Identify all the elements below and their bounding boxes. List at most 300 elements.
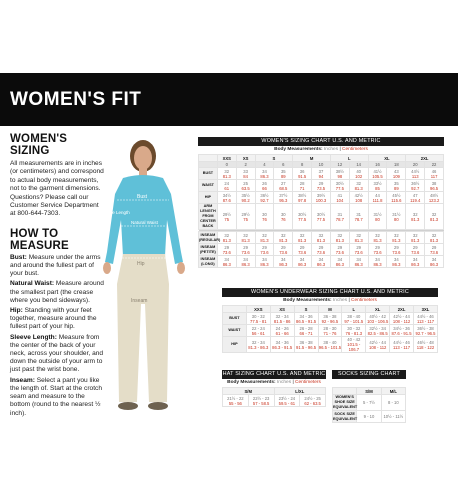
main-table-title: WOMEN'S SIZING CHART U.S. AND METRIC	[198, 137, 444, 146]
cell-cm: 86.3	[335, 261, 344, 267]
cell-inches: 29	[224, 244, 230, 250]
table-cell	[236, 232, 255, 244]
table-cell	[293, 204, 312, 230]
cell-cm: 75	[224, 216, 230, 222]
cell-inches: 29	[280, 244, 286, 250]
table-cell	[246, 325, 270, 337]
table-cell	[425, 204, 444, 230]
table-cell	[414, 337, 438, 353]
table-cell	[270, 313, 294, 325]
howto-item-text: Standing with your feet together, measure around the fullest part of your hip.	[10, 307, 97, 331]
underwear-table-title: WOMEN'S UNDERWEAR SIZING CHART U.S. AND METRIC	[222, 288, 438, 297]
cell-cm: 87.6	[222, 197, 231, 203]
table-row	[333, 395, 406, 411]
cell-cm: 73.5	[316, 185, 326, 191]
cell-cm: 73.6	[260, 249, 269, 255]
table-cell	[414, 325, 438, 337]
cell-inches: 34	[375, 256, 380, 262]
howto-item	[10, 377, 105, 418]
right-hand	[177, 262, 185, 274]
number-header: 14	[349, 162, 368, 168]
cell-cm: 95.3	[279, 197, 288, 203]
size-header: S	[294, 306, 318, 313]
table-cell	[366, 325, 390, 337]
table-cell	[387, 168, 406, 180]
cell-inches: 31	[337, 211, 343, 217]
cell-inches: 29	[318, 244, 324, 250]
cell-inches: 36 - 38	[299, 339, 313, 345]
table-row	[223, 313, 438, 325]
cell-inches: 30½	[298, 211, 307, 217]
sizing-intro: All measurements are in inches (or centimeters) and correspond to actual body measurements, not to the garment dimensions. Questions? Please call our Customer Service Department at 800-644-7303.	[10, 160, 104, 218]
table-cell	[425, 256, 444, 268]
howto-item	[10, 254, 105, 279]
units-label: Body Measurements:	[274, 147, 323, 152]
cell-cm: 100.3	[315, 197, 327, 203]
howto-item-label: Bust:	[10, 253, 27, 261]
cell-cm: 119.4	[410, 197, 421, 203]
size-header-row	[223, 388, 326, 395]
size-header: 3XL	[414, 306, 438, 313]
hat-table-title: HAT SIZING CHART U.S. AND METRIC	[222, 371, 326, 377]
table-row	[223, 395, 326, 407]
cell-inches: 29	[431, 244, 437, 250]
table-cell	[414, 313, 438, 325]
cell-inches: 38 - 40	[347, 313, 361, 319]
units-cm: Centimeters	[351, 298, 377, 303]
table-cell	[274, 192, 293, 204]
cell-cm: 91.5	[298, 173, 307, 179]
bust-label: Bust	[137, 194, 148, 200]
table-cell	[217, 168, 236, 180]
cell-cm: 81.3	[411, 216, 420, 222]
number-header: 20	[406, 162, 425, 168]
cell-inches: 24	[224, 180, 230, 186]
table-cell	[294, 313, 318, 325]
cell-cm: 68.5	[279, 185, 288, 191]
table-cell	[223, 395, 249, 407]
howto-item	[10, 280, 105, 305]
number-header: 12	[330, 162, 349, 168]
cell-inches: 32	[280, 232, 286, 238]
cell-inches: 44½ - 46	[393, 339, 410, 345]
cell-cm: 73.6	[298, 249, 307, 255]
cell-cm: 86.3	[373, 261, 382, 267]
size-header: M	[293, 155, 331, 162]
socks-table-grid	[332, 387, 406, 423]
table-cell	[255, 244, 274, 256]
table-cell	[255, 256, 274, 268]
table-cell	[312, 204, 331, 230]
cell-inches: 28 - 30	[323, 325, 337, 331]
cell-cm: 81.3 - 86.3	[248, 344, 269, 350]
cell-inches: 32½ - 34	[369, 325, 386, 331]
howto-item-text: Measure from the center of the back of your neck, across your shoulder, and down the outside of your arm to just past the wrist bone.	[10, 333, 104, 374]
cell-cm: 94	[318, 173, 324, 179]
cell-cm: 77.5	[316, 216, 326, 222]
cell-cm: 92.7 - 96.5	[415, 330, 436, 336]
table-cell	[248, 395, 274, 407]
table-cell	[318, 313, 342, 325]
cell-cm: 80	[375, 216, 380, 222]
howto-item-text: Select a pant you like the length of. Start at the crotch seam and measure to the bottom (round to the nearest ½ inch).	[10, 376, 103, 417]
table-cell	[330, 192, 349, 204]
hip-label: Hip	[137, 261, 145, 267]
table-cell	[349, 232, 368, 244]
howto-item-label: Hip:	[10, 307, 23, 315]
cell-inches: 29	[318, 180, 324, 186]
cell-cm: 86.3	[354, 261, 363, 267]
cell-cm: 78.7	[335, 216, 344, 222]
underwear-units: Body Measurements: Inches | Centimeters	[283, 298, 377, 303]
cell-cm: 73.6	[354, 249, 363, 255]
cell-cm: 97.8	[298, 197, 307, 203]
size-header: M/L	[381, 388, 405, 395]
cell-inches: 35	[280, 168, 286, 174]
cell-cm: 109	[392, 173, 400, 179]
cell-inches: 36	[299, 168, 305, 174]
cell-cm: 92.7	[260, 197, 269, 203]
table-cell	[349, 192, 368, 204]
cell-inches: 38½	[298, 192, 307, 198]
cell-inches: 34	[412, 256, 418, 262]
size-header: L/XL	[274, 388, 326, 395]
table-cell	[387, 256, 406, 268]
left-hand	[103, 262, 111, 274]
table-cell	[330, 244, 349, 256]
row-label: BUST	[199, 168, 218, 180]
cell-inches: 32	[224, 168, 230, 174]
cell-cm: 92.7	[411, 185, 420, 191]
cell-cm: 73.6	[411, 249, 420, 255]
cell-cm: 91.5 - 96.5	[296, 344, 317, 350]
cell-inches: 33	[243, 168, 248, 174]
row-label: WAIST	[223, 325, 247, 337]
cell-cm: 123.2	[428, 197, 440, 203]
cell-inches: 23½ - 24	[278, 395, 296, 401]
cell-inches: 25	[243, 180, 248, 186]
cell-cm: 61	[224, 185, 230, 191]
table-cell	[312, 256, 331, 268]
cell-inches: 31½	[392, 211, 401, 217]
table-row	[199, 192, 444, 204]
table-cell	[274, 232, 293, 244]
cell-cm: 108	[355, 197, 363, 203]
cell-inches: 29	[394, 244, 399, 250]
row-label: WOMEN'S SHOE SIZE EQUIVALENT	[333, 395, 358, 409]
cell-inches: 44	[375, 192, 380, 198]
table-cell	[293, 192, 312, 204]
size-header: S/M	[357, 388, 381, 395]
cell-cm: 81.3	[316, 237, 326, 243]
size-header: S/M	[223, 388, 275, 395]
cell-inches: 21½ - 22	[227, 395, 244, 401]
neck-shape	[139, 168, 147, 176]
cell-cm: 59.5 - 61	[278, 400, 296, 406]
cell-cm: 86.3	[241, 261, 250, 267]
cell-cm: 78.7	[354, 216, 363, 222]
cell-cm: 82.5 - 86.5	[367, 330, 388, 336]
row-label: INSEAM (LONG)	[199, 256, 218, 268]
cell-cm: 77.5	[335, 185, 344, 191]
underwear-table-grid	[222, 305, 438, 353]
table-cell	[330, 180, 349, 192]
cell-inches: 29	[262, 244, 267, 250]
cell-cm: 76 - 81.3	[345, 330, 363, 336]
table-cell	[294, 325, 318, 337]
inseam-label: Inseam	[131, 298, 148, 304]
left-shoe	[118, 402, 138, 410]
table-cell	[274, 244, 293, 256]
cell-cm: 108 - 112	[368, 344, 387, 350]
table-cell	[406, 192, 425, 204]
table-cell	[387, 180, 406, 192]
row-label: ARM LENGTH FROM CENTER BACK	[200, 204, 216, 228]
left-text-column	[10, 133, 105, 418]
cell-cm: 86.3	[298, 261, 307, 267]
table-cell	[425, 168, 444, 180]
cell-inches: 34	[299, 256, 305, 262]
hat-table-grid	[222, 387, 326, 407]
underwear-sizing-table	[222, 288, 438, 353]
cell-inches: 34	[243, 256, 248, 262]
cell-inches: 32	[431, 211, 437, 217]
cell-inches: 27	[280, 180, 286, 186]
howto-item-text: Measure under the arms and around the fullest part of your bust.	[10, 253, 101, 278]
cell-inches: 29	[375, 244, 380, 250]
table-cell	[274, 395, 300, 407]
cell-inches: 38	[431, 180, 437, 186]
table-cell	[342, 337, 366, 353]
cell-cm: 86.3	[260, 261, 269, 267]
cell-cm: 81.3	[260, 237, 269, 243]
cell-inches: 29½	[222, 211, 231, 217]
cell-cm: 96.5	[429, 185, 439, 191]
cell-cm: 66 - 71	[299, 330, 313, 336]
cell-cm: 73.6	[316, 249, 326, 255]
cell-inches: 30½	[335, 180, 344, 186]
cell-cm: 89	[280, 173, 286, 179]
howto-item-label: Natural Waist:	[10, 280, 55, 288]
cell-cm: 90.2	[241, 197, 250, 203]
cell-cm: 76	[280, 216, 286, 222]
cell-inches: 32 - 34	[275, 313, 289, 319]
number-header: 10	[312, 162, 331, 168]
cell-cm: 87.6 - 91.5	[391, 330, 412, 336]
cell-cm: 111.8	[372, 197, 383, 203]
cell-inches: 30 - 32	[347, 325, 361, 331]
cell-cm: 71	[299, 185, 305, 191]
row-label: INSEAM (PETITE)	[200, 244, 216, 254]
howto-item	[10, 334, 105, 375]
cell-cm: 66	[262, 185, 267, 191]
table-cell	[406, 204, 425, 230]
cell-cm: 73.6	[335, 249, 344, 255]
table-cell	[293, 256, 312, 268]
table-cell	[349, 244, 368, 256]
table-cell	[342, 325, 366, 337]
main-table-grid	[198, 154, 444, 268]
size-header: XL	[368, 155, 406, 162]
table-cell	[293, 232, 312, 244]
cell-inches: 38½	[335, 168, 344, 174]
table-cell	[387, 244, 406, 256]
cell-inches: 34	[337, 256, 343, 262]
cell-inches: 34 - 36	[299, 313, 313, 319]
cell-cm: 73.6	[373, 249, 382, 255]
cell-inches: 34	[431, 256, 437, 262]
table-cell	[217, 232, 236, 244]
table-cell	[406, 232, 425, 244]
cell-cm: 86.3	[260, 173, 269, 179]
cell-inches: 33½	[373, 180, 382, 186]
units-cm: Centimeters	[295, 380, 321, 385]
size-header: XXS	[246, 306, 270, 313]
table-cell	[349, 168, 368, 180]
cell-inches: 32 - 34	[251, 339, 265, 345]
cell-inches: 48½	[429, 192, 439, 198]
cell-cm: 73.6	[392, 249, 401, 255]
cell-inches: 40½ - 42	[369, 313, 386, 319]
table-cell	[390, 337, 414, 353]
size-header-row	[333, 388, 406, 395]
table-cell	[236, 244, 255, 256]
table-row	[333, 411, 406, 423]
table-cell	[368, 256, 387, 268]
table-cell	[312, 192, 331, 204]
table-cell	[236, 256, 255, 268]
cell-inches: 26 - 28	[299, 325, 313, 331]
units-inches: Inches	[323, 147, 339, 152]
row-label: SOCK SIZE EQUIVALENT	[333, 411, 358, 421]
cell-cm: 89	[394, 185, 399, 191]
table-cell: 8 - 10	[381, 395, 405, 411]
cell-cm: 104	[336, 197, 344, 203]
cell-inches: 42½	[354, 192, 363, 198]
cell-inches: 30½	[316, 211, 326, 217]
cell-cm: 105.5	[372, 173, 383, 179]
cell-inches: 34	[318, 256, 324, 262]
cell-cm: 77.5	[298, 216, 307, 222]
table-cell	[217, 256, 236, 268]
cell-cm: 101.5 - 106.7	[347, 342, 361, 352]
howto-list	[10, 254, 105, 418]
table-cell	[425, 244, 444, 256]
table-cell	[368, 204, 387, 230]
cell-cm: 118 - 122	[416, 344, 435, 350]
cell-cm: 57 - 58.5	[252, 400, 270, 406]
cell-cm: 117	[430, 173, 438, 179]
table-cell	[274, 180, 293, 192]
cell-inches: 22½ - 23	[252, 395, 270, 401]
table-cell	[425, 232, 444, 244]
cell-cm: 85	[375, 185, 380, 191]
table-cell	[406, 168, 425, 180]
cell-cm: 86.3	[411, 261, 420, 267]
units-inches: Inches	[276, 380, 292, 385]
cell-inches: 42½ - 44	[393, 313, 410, 319]
cell-inches: 24 - 26	[275, 325, 289, 331]
table-cell	[368, 168, 387, 180]
number-header: 2	[236, 162, 255, 168]
row-label: HIP	[223, 337, 247, 353]
cell-inches: 29	[243, 244, 248, 250]
row-label: HIP	[199, 192, 218, 204]
cell-cm: 81.3	[298, 237, 307, 243]
size-header: L	[342, 306, 366, 313]
cell-inches: 36½	[411, 180, 420, 186]
cell-inches: 40 - 42	[347, 337, 361, 342]
cell-cm: 86.3	[316, 261, 326, 267]
cell-inches: 32	[394, 232, 399, 238]
table-cell	[236, 168, 255, 180]
cell-cm: 86.3	[392, 261, 401, 267]
size-header: S	[255, 155, 293, 162]
cell-cm: 115.6	[391, 197, 402, 203]
table-cell	[387, 204, 406, 230]
table-row	[199, 204, 444, 230]
cell-inches: 32	[224, 232, 230, 238]
socks-sizing-table	[332, 370, 406, 423]
table-cell	[425, 180, 444, 192]
cell-inches: 32	[412, 211, 418, 217]
table-cell	[342, 313, 366, 325]
cell-inches: 34	[394, 256, 399, 262]
cell-cm: 73.6	[222, 249, 231, 255]
table-row	[223, 325, 438, 337]
cell-cm: 81.3	[279, 237, 288, 243]
cell-inches: 32	[243, 232, 248, 238]
number-header: 8	[293, 162, 312, 168]
cell-cm: 96.5 - 101.5	[318, 344, 342, 350]
cell-inches: 29	[412, 244, 418, 250]
table-cell	[368, 232, 387, 244]
size-header: 2XL	[390, 306, 414, 313]
cell-inches: 32	[412, 232, 418, 238]
cell-cm: 62 - 63.5	[304, 400, 321, 406]
cell-inches: 37½	[279, 192, 288, 198]
cell-cm: 73.6	[279, 249, 288, 255]
cell-cm: 76	[262, 216, 267, 222]
number-header: 22	[425, 162, 444, 168]
cell-inches: 36½ - 38	[417, 325, 434, 331]
cell-cm: 86.3	[429, 261, 439, 267]
table-cell	[270, 325, 294, 337]
table-cell	[330, 232, 349, 244]
cell-inches: 32	[337, 232, 343, 238]
cell-inches: 40	[356, 168, 361, 174]
cell-inches: 36 - 38	[323, 313, 337, 319]
table-cell	[274, 204, 293, 230]
table-cell	[294, 337, 318, 353]
cell-inches: 30	[262, 211, 267, 217]
cell-cm: 81.3	[222, 237, 231, 243]
cell-cm: 80	[394, 216, 399, 222]
cell-inches: 35	[394, 180, 399, 186]
table-cell	[368, 192, 387, 204]
sleeve-label: Sleeve Length	[101, 210, 130, 215]
table-cell: 5 - 7½	[357, 395, 381, 411]
cell-inches: 37	[318, 168, 324, 174]
table-cell	[368, 244, 387, 256]
howto-heading: HOW TO MEASURE	[10, 227, 69, 252]
table-cell	[246, 337, 270, 353]
table-cell	[255, 232, 274, 244]
table-cell	[349, 256, 368, 268]
table-cell	[406, 256, 425, 268]
table-cell	[217, 204, 236, 230]
cell-inches: 34 - 36	[275, 339, 289, 345]
